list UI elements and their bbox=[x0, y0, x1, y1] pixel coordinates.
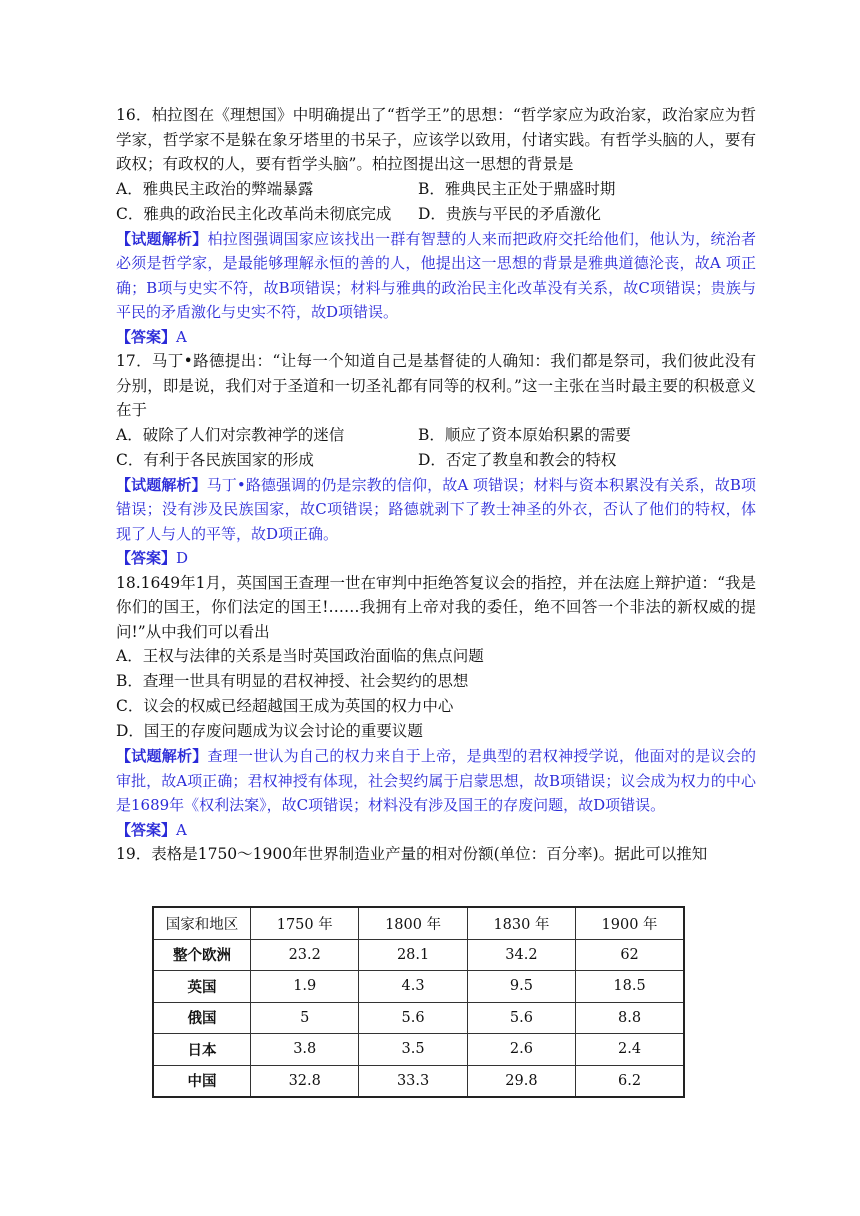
table-cell: 5.6 bbox=[359, 1002, 467, 1034]
option-c: C．雅典的政治民主化改革尚未彻底完成 bbox=[116, 204, 392, 223]
explanation-text: 柏拉图强调国家应该找出一群有智慧的人来而把政府交托给他们，他认为，统治者必须是哲学家，是最能够理解永恒的善的人，他提出这一思想的背景是雅典道德沦丧，故A 项正确；B项与史实不符，故B项错误；材料与雅典的政治民主化改革没有关系，故C项错误；贵族与平民的矛盾激化与史实不符，故D项错误。 bbox=[116, 229, 756, 321]
table-cell: 3.5 bbox=[359, 1034, 467, 1066]
table-row-header: 英国 bbox=[153, 971, 251, 1003]
question-16-explanation bbox=[116, 227, 756, 325]
question-17-explanation bbox=[116, 473, 756, 547]
option-d: D．国王的存废问题成为议会讨论的重要议题 bbox=[116, 722, 423, 740]
table-cell: 18.5 bbox=[576, 971, 684, 1003]
question-19-stem: 19．表格是1750～1900年世界制造业产量的相对份额(单位：百分率)。据此可以推知 bbox=[116, 845, 708, 863]
question-16-options bbox=[116, 177, 756, 227]
option-a: A．雅典民主政治的弊端暴露 bbox=[116, 179, 314, 198]
answer-value: A bbox=[176, 327, 187, 346]
table-cell: 2.6 bbox=[467, 1034, 575, 1066]
option-b: B．顺应了资本原始积累的需要 bbox=[418, 425, 631, 444]
table-cell: 28.1 bbox=[359, 939, 467, 971]
table-row-header: 日本 bbox=[153, 1034, 251, 1066]
question-17-answer bbox=[116, 546, 756, 571]
table-header-cell: 1830 年 bbox=[467, 907, 575, 939]
table-cell: 5 bbox=[251, 1002, 359, 1034]
table-header-cell: 国家和地区 bbox=[153, 907, 251, 939]
table-cell: 32.8 bbox=[251, 1065, 359, 1097]
table-row bbox=[153, 1002, 684, 1034]
option-a: A．破除了人们对宗教神学的迷信 bbox=[116, 425, 345, 444]
manufacturing-share-table bbox=[152, 906, 685, 1098]
table-row-header: 整个欧洲 bbox=[153, 939, 251, 971]
option-d: D．否定了教皇和教会的特权 bbox=[418, 450, 617, 469]
answer-label: 【答案】 bbox=[116, 820, 177, 839]
table-cell: 1.9 bbox=[251, 971, 359, 1003]
table-row-header: 中国 bbox=[153, 1065, 251, 1097]
option-a: A．王权与法律的关系是当时英国政治面临的焦点问题 bbox=[116, 647, 484, 665]
table-header-cell: 1800 年 bbox=[359, 907, 467, 939]
table-cell: 6.2 bbox=[576, 1065, 684, 1097]
question-16-answer bbox=[116, 325, 756, 350]
question-17-options bbox=[116, 423, 756, 473]
table-cell: 33.3 bbox=[359, 1065, 467, 1097]
answer-value: D bbox=[176, 549, 189, 567]
option-c: C．有利于各民族国家的形成 bbox=[116, 450, 314, 469]
table-header-cell: 1900 年 bbox=[576, 907, 684, 939]
question-16-stem: 16．柏拉图在《理想国》中明确提出了“哲学王”的思想：“哲学家应为政治家，政治家应为哲学家，哲学家不是躲在象牙塔里的书呆子，应该学以致用，付诸实践。有哲学头脑的人，要有政权；有政权的人，要有哲学头脑”。柏拉图提出这一思想的背景是 bbox=[116, 106, 756, 173]
table-row-header: 俄国 bbox=[153, 1002, 251, 1034]
table-cell: 2.4 bbox=[576, 1034, 684, 1066]
explanation-text: 查理一世认为自己的权力来自于上帝，是典型的君权神授学说，他面对的是议会的审批，故A项正确；君权神授有体现，社会契约属于启蒙思想，故B项错误；议会成为权力的中心是1689年《权利法案》，故C项错误；材料没有涉及国王的存废问题，故D项错误。 bbox=[116, 747, 756, 814]
explanation-label: 【试题解析】 bbox=[116, 747, 208, 765]
table-cell: 34.2 bbox=[467, 939, 575, 971]
table-row bbox=[153, 1034, 684, 1066]
table-cell: 9.5 bbox=[467, 971, 575, 1003]
explanation-label: 【试题解析】 bbox=[116, 475, 207, 494]
table-cell: 62 bbox=[576, 939, 684, 971]
table-row bbox=[153, 939, 684, 971]
answer-label: 【答案】 bbox=[116, 327, 177, 346]
table-header-cell: 1750 年 bbox=[251, 907, 359, 939]
question-17-stem: 17．马丁•路德提出：“让每一个知道自己是基督徒的人确知：我们都是祭司，我们彼此没有分别，即是说，我们对于圣道和一切圣礼都有同等的权利。”这一主张在当时最主要的积极意义在于 bbox=[116, 352, 756, 419]
option-d: D．贵族与平民的矛盾激化 bbox=[418, 204, 601, 223]
table-cell: 5.6 bbox=[467, 1002, 575, 1034]
option-b: B．查理一世具有明显的君权神授、社会契约的思想 bbox=[116, 672, 469, 690]
document-page bbox=[116, 103, 756, 867]
answer-label: 【答案】 bbox=[116, 549, 177, 567]
question-18-answer bbox=[116, 818, 756, 843]
table-cell: 8.8 bbox=[576, 1002, 684, 1034]
table-cell: 29.8 bbox=[467, 1065, 575, 1097]
option-c: C．议会的权威已经超越国王成为英国的权力中心 bbox=[116, 697, 454, 715]
table-cell: 4.3 bbox=[359, 971, 467, 1003]
question-18-explanation bbox=[116, 744, 756, 818]
table-cell: 3.8 bbox=[251, 1034, 359, 1066]
answer-value: A bbox=[176, 820, 187, 839]
table-row bbox=[153, 971, 684, 1003]
explanation-label: 【试题解析】 bbox=[116, 229, 208, 248]
table-header-row bbox=[153, 907, 684, 939]
explanation-text: 马丁•路德强调的仍是宗教的信仰，故A 项错误；材料与资本积累没有关系，故B项错误；没有涉及民族国家，故C项错误；路德就剥下了教士神圣的外衣，否认了他们的特权，体现了人与人的平等，故D项正确。 bbox=[116, 475, 756, 543]
table-row bbox=[153, 1065, 684, 1097]
table-cell: 23.2 bbox=[251, 939, 359, 971]
question-18-stem: 18.1649年1月，英国国王查理一世在审判中拒绝答复议会的指控，并在法庭上辩护道：“我是你们的国王，你们法定的国王!……我拥有上帝对我的委任，绝不回答一个非法的新权威的提问!”从中我们可以看出 bbox=[116, 573, 756, 641]
question-18-options bbox=[116, 644, 756, 744]
option-b: B．雅典民主正处于鼎盛时期 bbox=[418, 179, 616, 198]
